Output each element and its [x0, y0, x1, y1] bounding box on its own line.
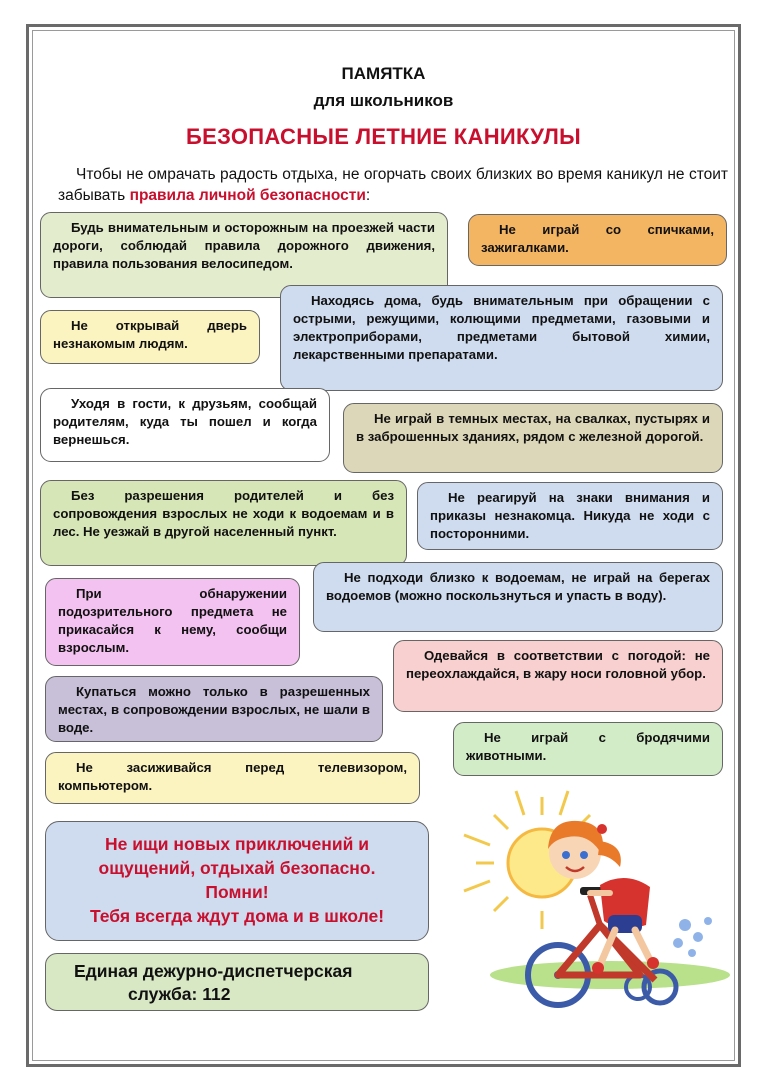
duty-service-line-1: Единая дежурно-диспетчерская [74, 961, 353, 981]
rule-road-text: Будь внимательным и осторожным на проезжей части дороги, соблюдай правила дорожного движения, правила пользования велосипедом. [53, 220, 435, 271]
girl-icon [548, 821, 659, 974]
rule-swim-text: Купаться можно только в разрешенных местах, в сопровождении взрослых, не шали в воде. [58, 684, 370, 735]
rule-weather [393, 640, 723, 712]
rule-suspicious-text: При обнаружении подозрительного предмета не прикасайся к нему, сообщи взрослым. [58, 586, 287, 655]
rule-water-text: Не подходи близко к водоемам, не играй на берегах водоемов (можно поскользнуться и упасть в воду). [326, 570, 710, 603]
rule-permission [40, 480, 407, 566]
final-line-4: Тебя всегда ждут дома и в школе! [89, 906, 385, 926]
rule-visit-text: Уходя в гости, к друзьям, сообщай родителям, куда ты пошел и когда вернешься. [53, 396, 317, 447]
rule-stranger-text: Не реагируй на знаки внимания и приказы незнакомца. Никуда не ходи с посторонними. [430, 490, 710, 541]
rule-permission-text: Без разрешения родителей и без сопровождения взрослых не ходи к водоемам и в лес. Не уезжай в другой населенный пункт. [53, 488, 394, 539]
rule-dark-places-text: Не играй в темных местах, на свалках, пустырях и в заброшенных зданиях, рядом с железной дорогой. [356, 411, 710, 444]
intro-text-before: Чтобы не омрачать радость отдыха, не огорчать своих близких во время каникул не стоит забывать [58, 166, 728, 204]
rule-animals-text: Не играй с бродячими животными. [466, 730, 710, 763]
rule-door [40, 310, 260, 364]
rule-visit [40, 388, 330, 462]
rule-tv [45, 752, 420, 804]
duty-service-box [45, 953, 429, 1011]
rule-matches-text: Не играй со спичками, зажигалками. [481, 222, 714, 255]
rule-suspicious-object [45, 578, 300, 666]
rule-dark-places [343, 403, 723, 473]
rule-swimming [45, 676, 383, 742]
duty-service-line-2: служба: 112 [128, 984, 231, 1004]
final-message [45, 821, 429, 941]
rule-water [313, 562, 723, 632]
title-line-1: ПАМЯТКА [341, 64, 426, 83]
intro-text-after: : [365, 187, 371, 204]
rule-home-safety [280, 285, 723, 391]
rule-stranger [417, 482, 723, 550]
rule-matches [468, 214, 727, 266]
rule-weather-text: Одевайся в соответствии с погодой: не переохлаждайся, в жару носи головной убор. [406, 648, 710, 681]
rule-animals [453, 722, 723, 776]
final-line-1: Не ищи новых приключений и [105, 834, 369, 854]
main-title: БЕЗОПАСНЫЕ ЛЕТНИЕ КАНИКУЛЫ [186, 124, 581, 149]
rule-tv-text: Не засиживайся перед телевизором, компьютером. [58, 760, 407, 793]
final-line-2: ощущений, отдыхай безопасно. [98, 858, 376, 878]
rule-home-text: Находясь дома, будь внимательным при обращении с острыми, режущими, колющими предметами, газовыми и электроприборами, предметами бытовой химии, лекарственными препаратами. [293, 293, 710, 362]
girl-on-bicycle-with-sun-illustration [450, 775, 730, 1015]
intro-highlight: правила личной безопасности [129, 187, 366, 204]
title-line-2: для школьников [313, 91, 454, 110]
intro-paragraph [58, 164, 728, 206]
flowers-icon [673, 917, 712, 957]
rule-door-text: Не открывай дверь незнакомым людям. [53, 318, 247, 351]
final-line-3: Помни! [205, 882, 269, 902]
